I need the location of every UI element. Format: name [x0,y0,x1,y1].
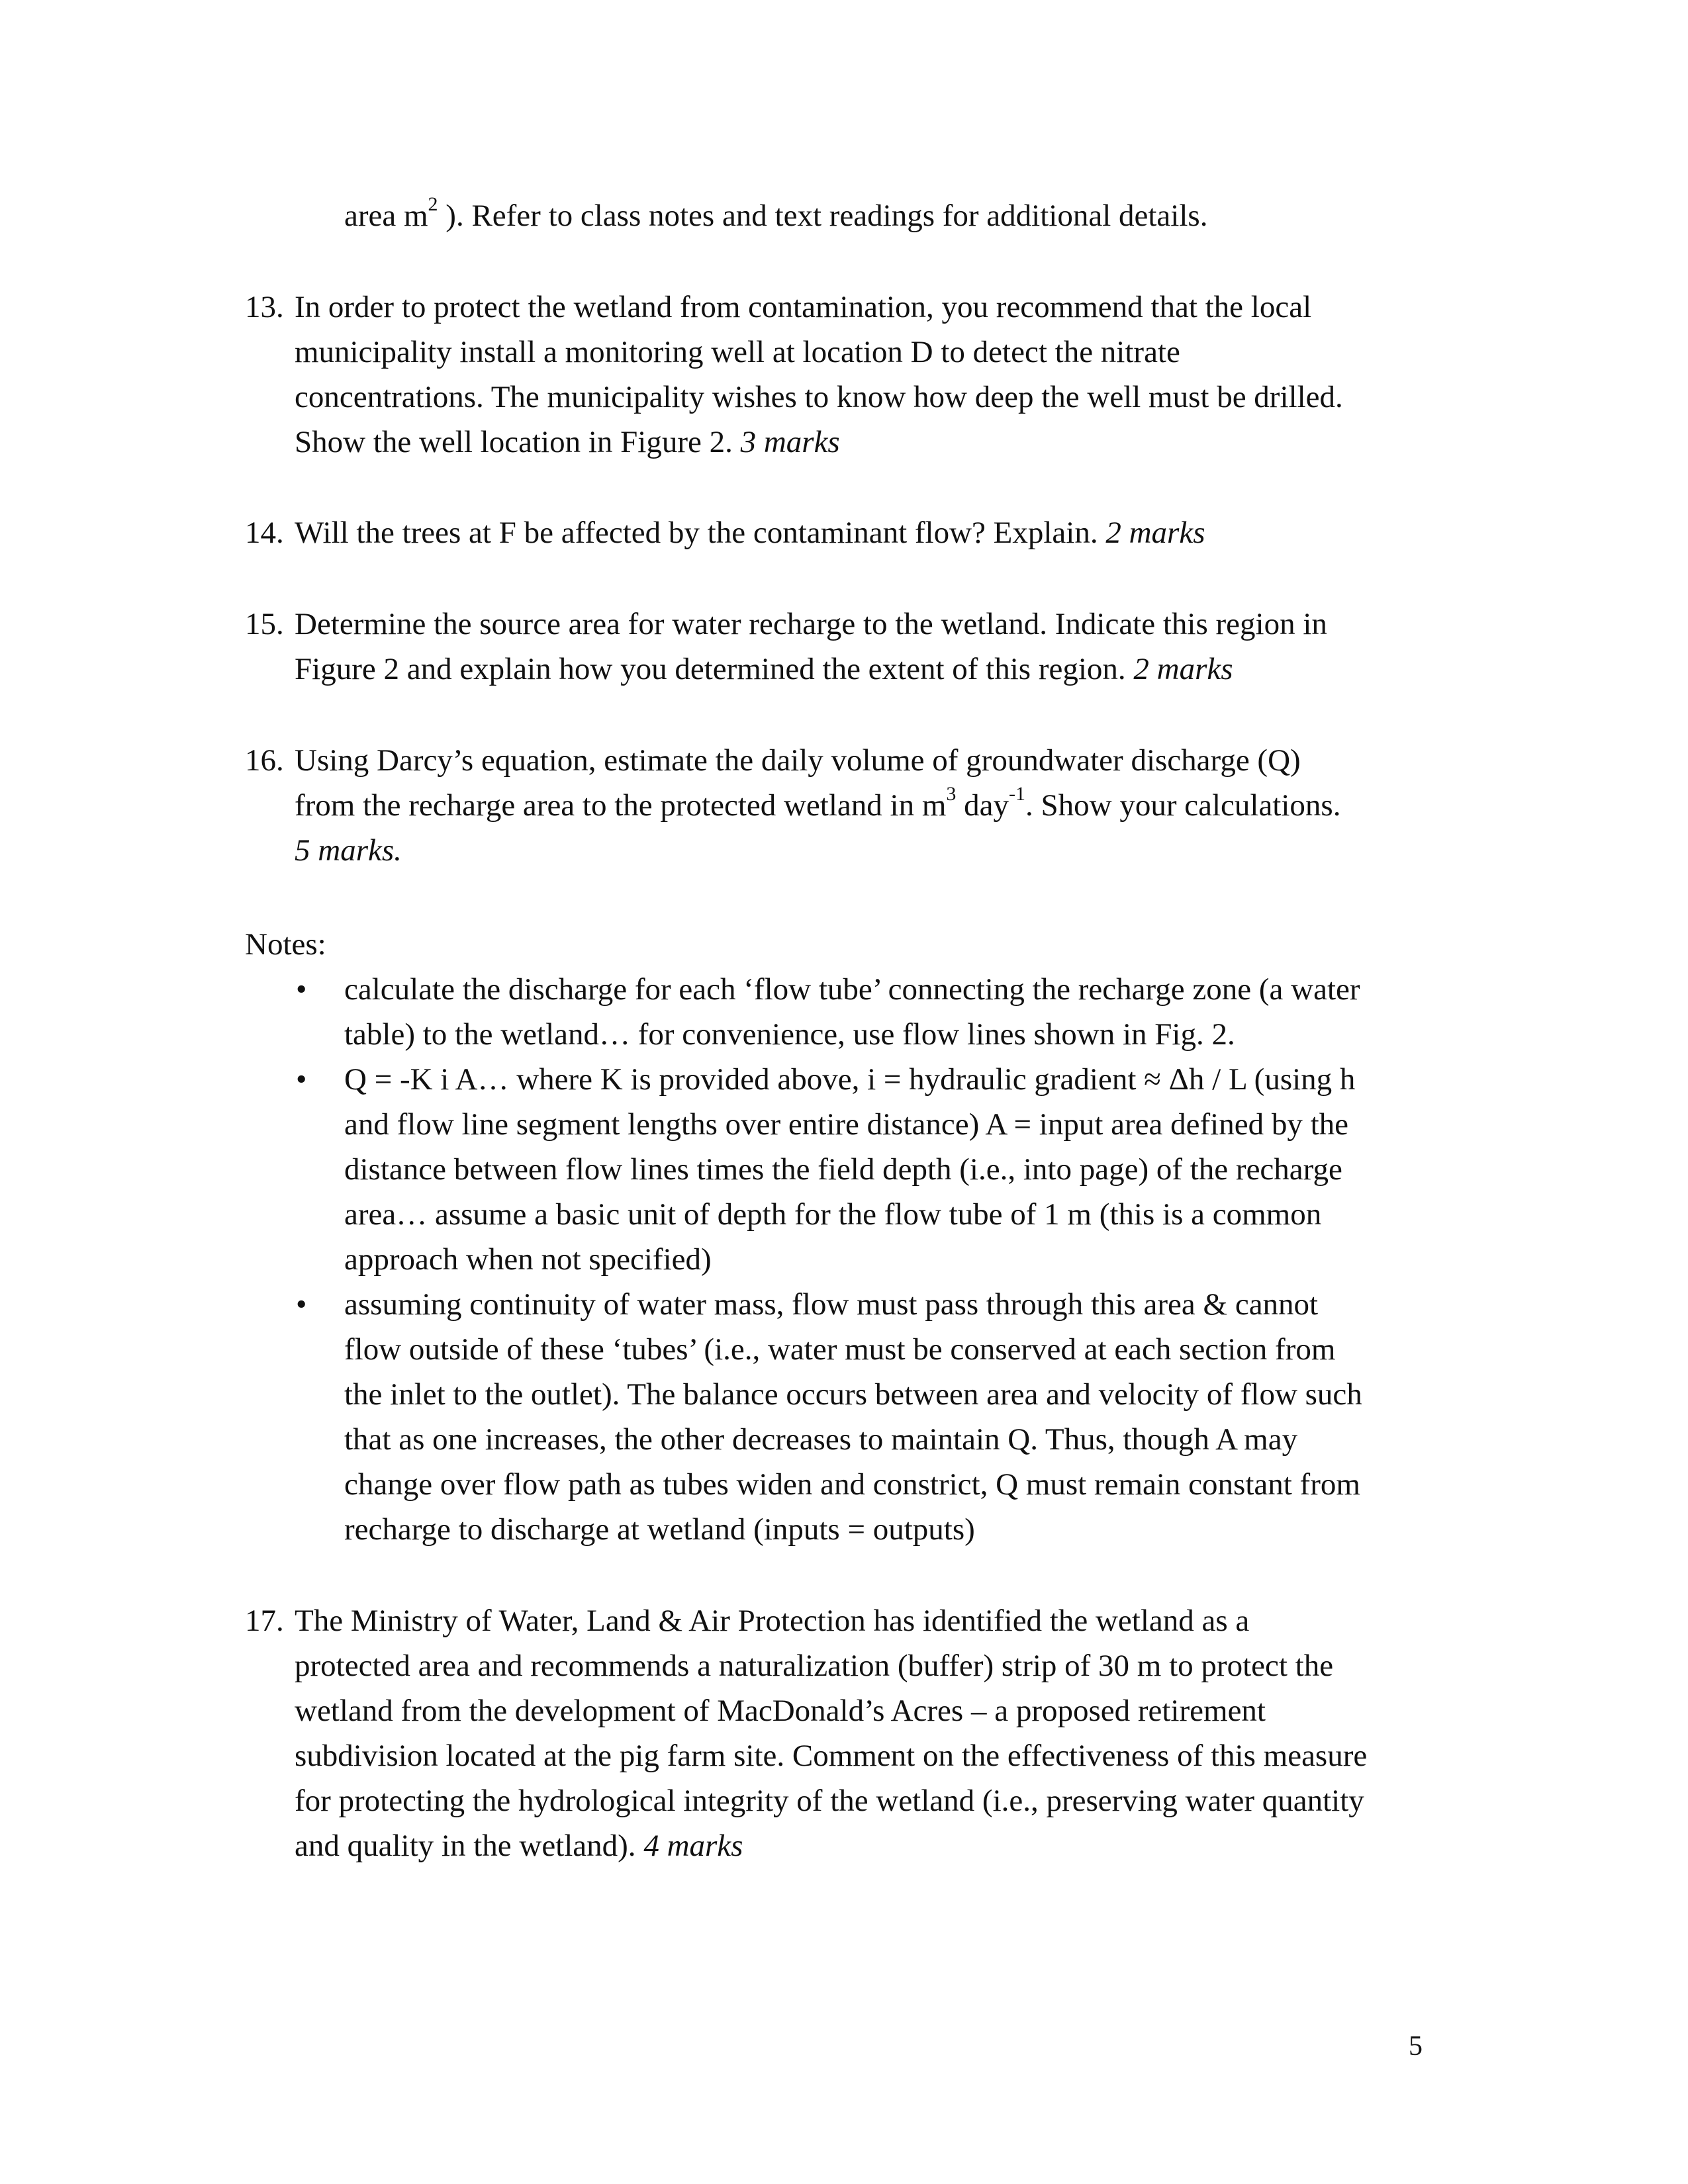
bullet-1-icon: • [296,972,307,1007]
question-15-line-1 [245,602,1327,647]
continuation-text-a: area m [344,199,428,233]
question-16-text: Using Darcy’s equation, estimate the daily volume of groundwater discharge (Q) [295,743,1301,778]
question-17-number: 17. [245,1604,284,1638]
question-16-text-b: day [956,788,1009,823]
question-13-line-1 [245,285,1311,330]
question-17-text: The Ministry of Water, Land & Air Protection has identified the wetland as a [295,1604,1250,1638]
bullet-3-icon: • [296,1287,307,1322]
question-16-text-c: . Show your calculations. [1025,788,1341,823]
question-14-marks: 2 marks [1105,516,1205,550]
note-2-line-1: Q = -K i A… where K is provided above, i = hydraulic gradient ≈ Δh / L (using h [344,1062,1356,1097]
question-13-number: 13. [245,290,284,324]
note-2-line-5: approach when not specified) [344,1242,712,1277]
note-3-line-5: change over flow path as tubes widen and constrict, Q must remain constant from [344,1467,1360,1502]
question-13-text: In order to protect the wetland from contamination, you recommend that the local [295,290,1312,324]
question-15-marks: 2 marks [1133,652,1233,686]
note-2-line-3: distance between flow lines times the field depth (i.e., into page) of the recharge [344,1152,1342,1187]
question-17-text-last: and quality in the wetland). [295,1829,644,1863]
question-17-line-3: wetland from the development of MacDonald’s Acres – a proposed retirement [295,1694,1266,1728]
notes-heading: Notes: [245,927,326,962]
question-17-line-6 [295,1823,743,1868]
note-3-line-6: recharge to discharge at wetland (inputs = outputs) [344,1512,975,1547]
question-14-text: Will the trees at F be affected by the contaminant flow? Explain. [295,516,1106,550]
question-14-number: 14. [245,516,284,550]
note-1-line-2: table) to the wetland… for convenience, use flow lines shown in Fig. 2. [344,1017,1235,1052]
question-17-line-1 [245,1598,1249,1643]
question-13-text-last: Show the well location in Figure 2. [295,425,741,459]
note-3-line-3: the inlet to the outlet). The balance occurs between area and velocity of flow such [344,1377,1362,1412]
question-15-text-last: Figure 2 and explain how you determined the extent of this region. [295,652,1134,686]
question-17-marks: 4 marks [643,1829,743,1863]
question-15-text: Determine the source area for water recharge to the wetland. Indicate this region in [295,607,1327,641]
question-16-marks: 5 marks. [295,833,402,868]
question-16-line-3 [295,828,402,873]
question-17-line-4: subdivision located at the pig farm site. Comment on the effectiveness of this measure [295,1739,1368,1773]
note-3-line-4: that as one increases, the other decreases to maintain Q. Thus, though A may [344,1422,1298,1457]
continuation-text-b: ). Refer to class notes and text readings for additional details. [438,199,1208,233]
question-16-superscript-2: -1 [1009,783,1026,805]
question-13-line-4 [295,420,840,465]
question-13-line-3: concentrations. The municipality wishes to know how deep the well must be drilled. [295,380,1343,414]
continuation-superscript: 2 [428,193,438,216]
question-15-number: 15. [245,607,284,641]
question-16-line-2 [295,783,1340,828]
question-16-number: 16. [245,743,284,778]
note-1-line-1: calculate the discharge for each ‘flow tube’ connecting the recharge zone (a water [344,972,1360,1007]
question-17-line-2: protected area and recommends a naturalization (buffer) strip of 30 m to protect the [295,1649,1334,1683]
question-17-line-5: for protecting the hydrological integrity of the wetland (i.e., preserving water quantity [295,1784,1364,1818]
question-13-marks: 3 marks [740,425,840,459]
question-16-superscript-1: 3 [946,783,957,805]
note-3-line-1: assuming continuity of water mass, flow must pass through this area & cannot [344,1287,1319,1322]
note-3-line-2: flow outside of these ‘tubes’ (i.e., water must be conserved at each section from [344,1332,1336,1367]
note-2-line-4: area… assume a basic unit of depth for the flow tube of 1 m (this is a common [344,1197,1322,1232]
note-2-line-2: and flow line segment lengths over entire distance) A = input area defined by the [344,1107,1348,1142]
question-14-line-1 [245,510,1205,555]
page-number: 5 [1409,2031,1423,2062]
question-16-line-1 [245,738,1301,783]
question-16-text-a: from the recharge area to the protected wetland in m [295,788,947,823]
continuation-line [344,193,1207,238]
question-13-line-2: municipality install a monitoring well at location D to detect the nitrate [295,335,1180,369]
question-15-line-2 [295,647,1233,692]
bullet-2-icon: • [296,1062,307,1097]
